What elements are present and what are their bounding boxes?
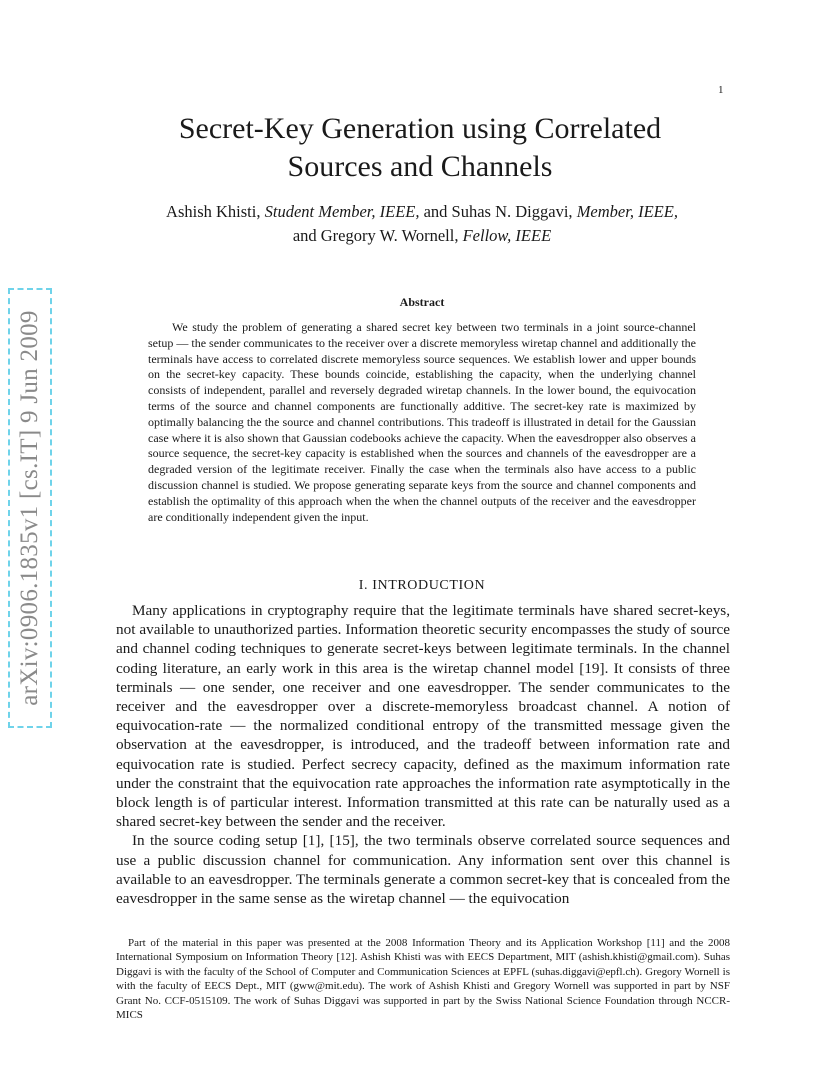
author-joiner-1: and Suhas N. Diggavi, xyxy=(419,202,577,221)
paper-title xyxy=(100,110,740,186)
introduction-body xyxy=(116,601,730,908)
title-line-2: Sources and Channels xyxy=(287,150,553,183)
footnote: Part of the material in this paper was presented at the 2008 Information Theory and its Application Workshop [11] and the 2008 International Symposium on Information Theory [12]. Ashish Khisti was with EECS Department, MIT (ashish.khisti@gmail.com). Suhas Diggavi is with the faculty of the School of Computer and Communication Sciences at EPFL (suhas.diggavi@epfl.ch). Gregory Wornell is with the faculty of EECS Dept., MIT (gww@mit.edu). The work of Ashish Khisti and Gregory Wornell was supported in part by NSF Grant No. CCF-0515109. The work of Suhas Diggavi was supported in part by the Swiss National Science Foundation through NCCR-MICS xyxy=(116,937,730,1022)
author-joiner-2: and Gregory W. Wornell, xyxy=(292,226,463,245)
title-line-1: Secret-Key Generation using Correlated xyxy=(178,112,662,145)
author-2-role: Member, IEEE, xyxy=(576,202,678,221)
intro-paragraph-1: Many applications in cryptography require that the legitimate terminals have shared secret-keys, not available to unauthorized parties. Information theoretic security encompasses the study of source and channel coding techniques to generate secret-keys between legitimate terminals. In the channel coding literature, an early work in this area is the wiretap channel model [19]. It consists of three terminals — one sender, one receiver and one eavesdropper. The sender communicates to the receiver and the eavesdropper over a discrete-memoryless broadcast channel. A notion of equivocation-rate — the normalized conditional entropy of the transmitted message given the observation at the eavesdropper, is introduced, and the tradeoff between information rate and equivocation rate is studied. Perfect secrecy capacity, defined as the maximum information rate under the constraint that the equivocation rate approaches the information rate asymptotically in the block length is of particular interest. Information transmitted at this rate can be naturally used as a shared secret-key between the sender and the receiver. xyxy=(116,602,730,831)
author-list xyxy=(100,200,744,248)
abstract-text: We study the problem of generating a shared secret key between two terminals in a joint source-channel setup — the sender communicates to the receiver over a discrete memoryless wiretap channel and additionally the terminals have access to correlated discrete memoryless source sequences. We establish lower and upper bounds on the secret-key capacity. These bounds coincide, establishing the capacity, when the underlying channel consists of independent, parallel and reversely degraded wiretap channels. In the lower bound, the equivocation terms of the source and channel components are functionally additive. The secret-key rate is maximized by optimally balancing the the source and channel contributions. This tradeoff is illustrated in detail for the Gaussian case where it is also shown that Gaussian codebooks achieve the capacity. When the eavesdropper also observes a source sequence, the secret-key capacity is established when the sources and channels of the eavesdropper are a degraded version of the legitimate receiver. Finally the case when the terminals also have access to a public discussion channel is studied. We propose generating separate keys from the source and channel components and establish the optimality of this approach when the when the channel outputs of the receiver and the eavesdropper are conditionally independent given the input. xyxy=(148,320,696,524)
intro-paragraph-2: In the source coding setup [1], [15], the two terminals observe correlated source sequences and use a public discussion channel for communication. Any information sent over this channel is available to an eavesdropper. The terminals generate a common secret-key that is concealed from the eavesdropper in the same sense as the wiretap channel — the equivocation xyxy=(116,832,730,908)
arxiv-identifier: arXiv:0906.1835v1 [cs.IT] 9 Jun 2009 xyxy=(16,310,43,706)
section-heading-introduction: I. INTRODUCTION xyxy=(358,578,486,593)
author-1-role: Student Member, IEEE, xyxy=(264,202,420,221)
arxiv-stamp xyxy=(8,288,52,728)
author-3-role: Fellow, IEEE xyxy=(462,226,552,245)
page-number: 1 xyxy=(718,84,724,96)
author-1-name: Ashish Khisti, xyxy=(166,202,265,221)
abstract-heading: Abstract xyxy=(399,295,445,309)
